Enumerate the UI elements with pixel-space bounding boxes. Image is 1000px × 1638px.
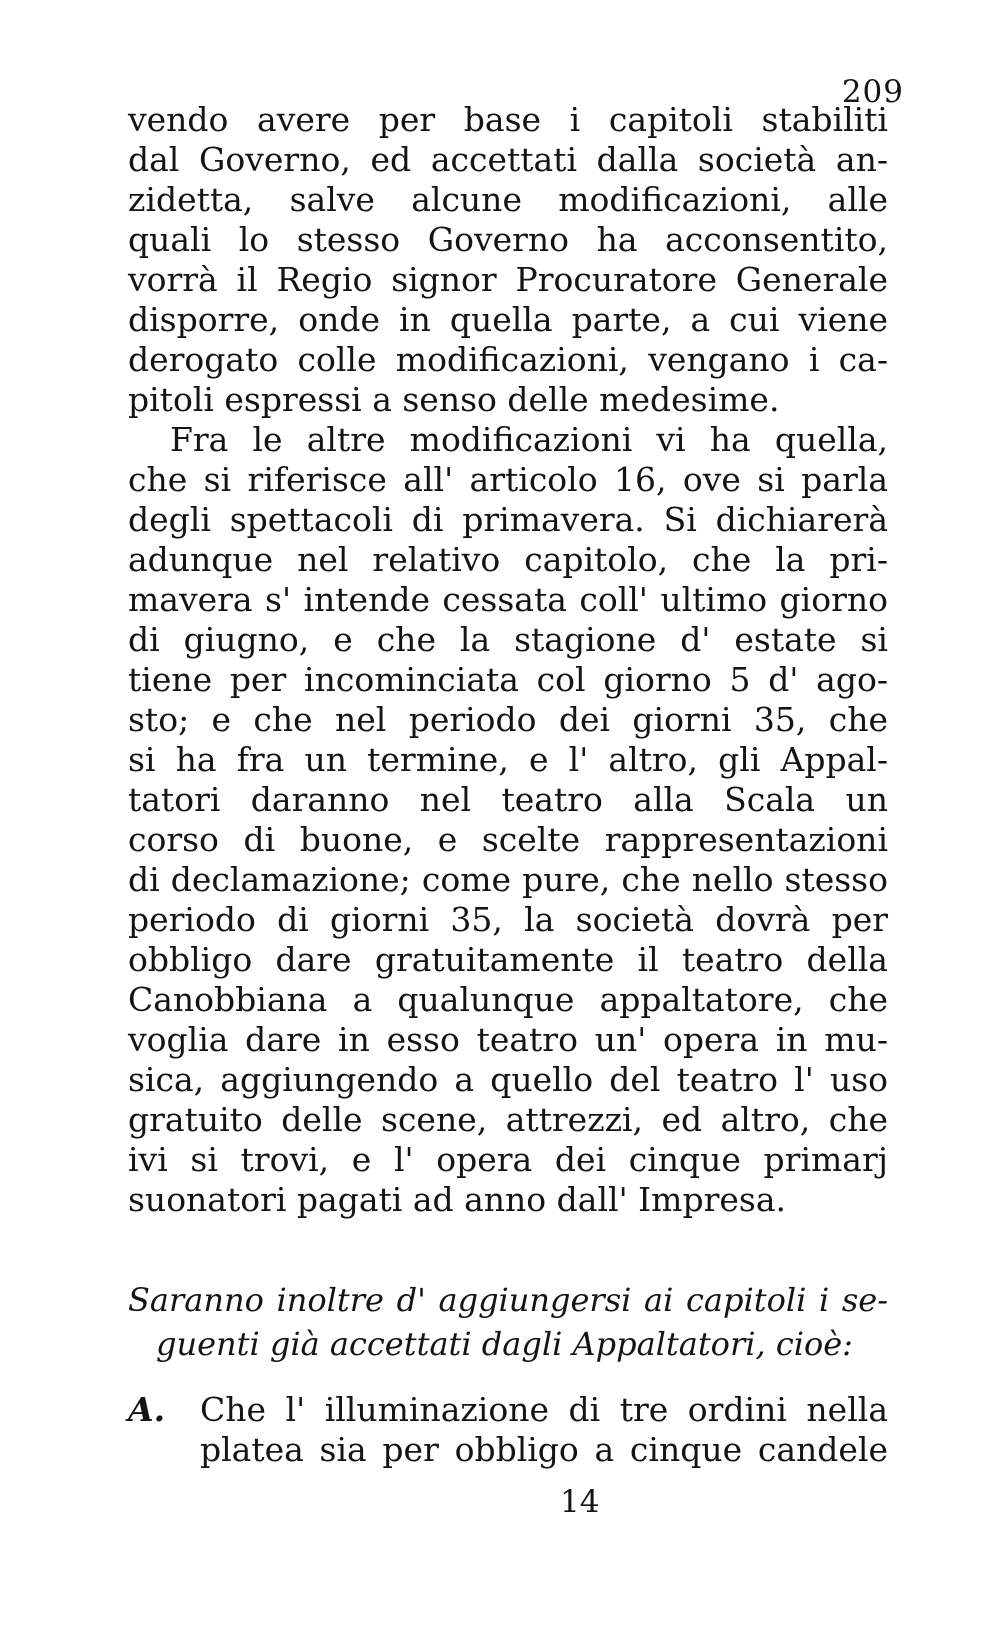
main-text [128,100,888,1220]
text-line: si ha fra un termine, e l' altro, gli Appal- [128,740,888,779]
text-line: mavera s' intende cessata coll' ultimo giorno [128,580,888,619]
text-line: voglia dare in esso teatro un' opera in mu- [128,1020,888,1059]
text-line: obbligo dare gratuitamente il teatro della [128,940,888,979]
italic-line: Saranno inoltre d' aggiungersi ai capitoli i se- [128,1281,888,1319]
text-line: disporre, onde in quella parte, a cui viene [128,300,888,339]
text-line: sto; e che nel periodo dei giorni 35, che [128,700,888,739]
text-line: tatori daranno nel teatro alla Scala un [128,780,888,819]
item-line: Che l' illuminazione di tre ordini nella [200,1390,888,1429]
text-line: Fra le altre modificazioni vi ha quella, [170,420,888,459]
item-marker-spacer [128,1430,200,1470]
text-line: gratuito delle scene, attrezzi, ed altro, che [128,1100,888,1139]
text-line: vendo avere per base i capitoli stabiliti [128,100,888,139]
text-line: derogato colle modificazioni, vengano i ca- [128,340,888,379]
text-line: suonatori pagati ad anno dall' Impresa. [128,1180,786,1219]
text-line: Canobbiana a qualunque appaltatore, che [128,980,888,1019]
text-line: periodo di giorni 35, la società dovrà per [128,900,888,939]
text-line: ivi si trovi, e l' opera dei cinque primarj [128,1140,888,1179]
text-line: adunque nel relativo capitolo, che la pri- [128,540,888,579]
text-line: di declamazione; come pure, che nello stesso [128,860,888,899]
paragraph-2 [128,420,888,1220]
signature-mark: 14 [560,1484,600,1520]
text-line: pitoli espressi a senso delle medesime. [128,380,780,419]
text-line: di giugno, e che la stagione d' estate si [128,620,888,659]
text-line: degli spettacoli di primavera. Si dichiarerà [128,500,888,539]
text-line: quali lo stesso Governo ha acconsentito, [128,220,888,259]
item-row [128,1390,888,1430]
text-line: che si riferisce all' articolo 16, ove si parla [128,460,888,499]
text-line: tiene per incominciata col giorno 5 d' ago- [128,660,888,699]
paragraph-1 [128,100,888,420]
italic-note [128,1278,888,1366]
text-line: sica, aggiungendo a quello del teatro l' uso [128,1060,888,1099]
text-line: zidetta, salve alcune modificazioni, alle [128,180,888,219]
text-line: corso di buone, e scelte rappresentazioni [128,820,888,859]
item-marker: A. [128,1390,166,1429]
page-number: 209 [841,74,904,110]
item-a [128,1390,888,1470]
italic-line: guenti già accettati dagli Appaltatori, cioè: [156,1325,853,1363]
text-line: dal Governo, ed accettati dalla società an- [128,140,888,179]
item-row [128,1430,888,1470]
item-line: platea sia per obbligo a cinque candele [200,1430,888,1469]
text-line: vorrà il Regio signor Procuratore Generale [128,260,888,299]
